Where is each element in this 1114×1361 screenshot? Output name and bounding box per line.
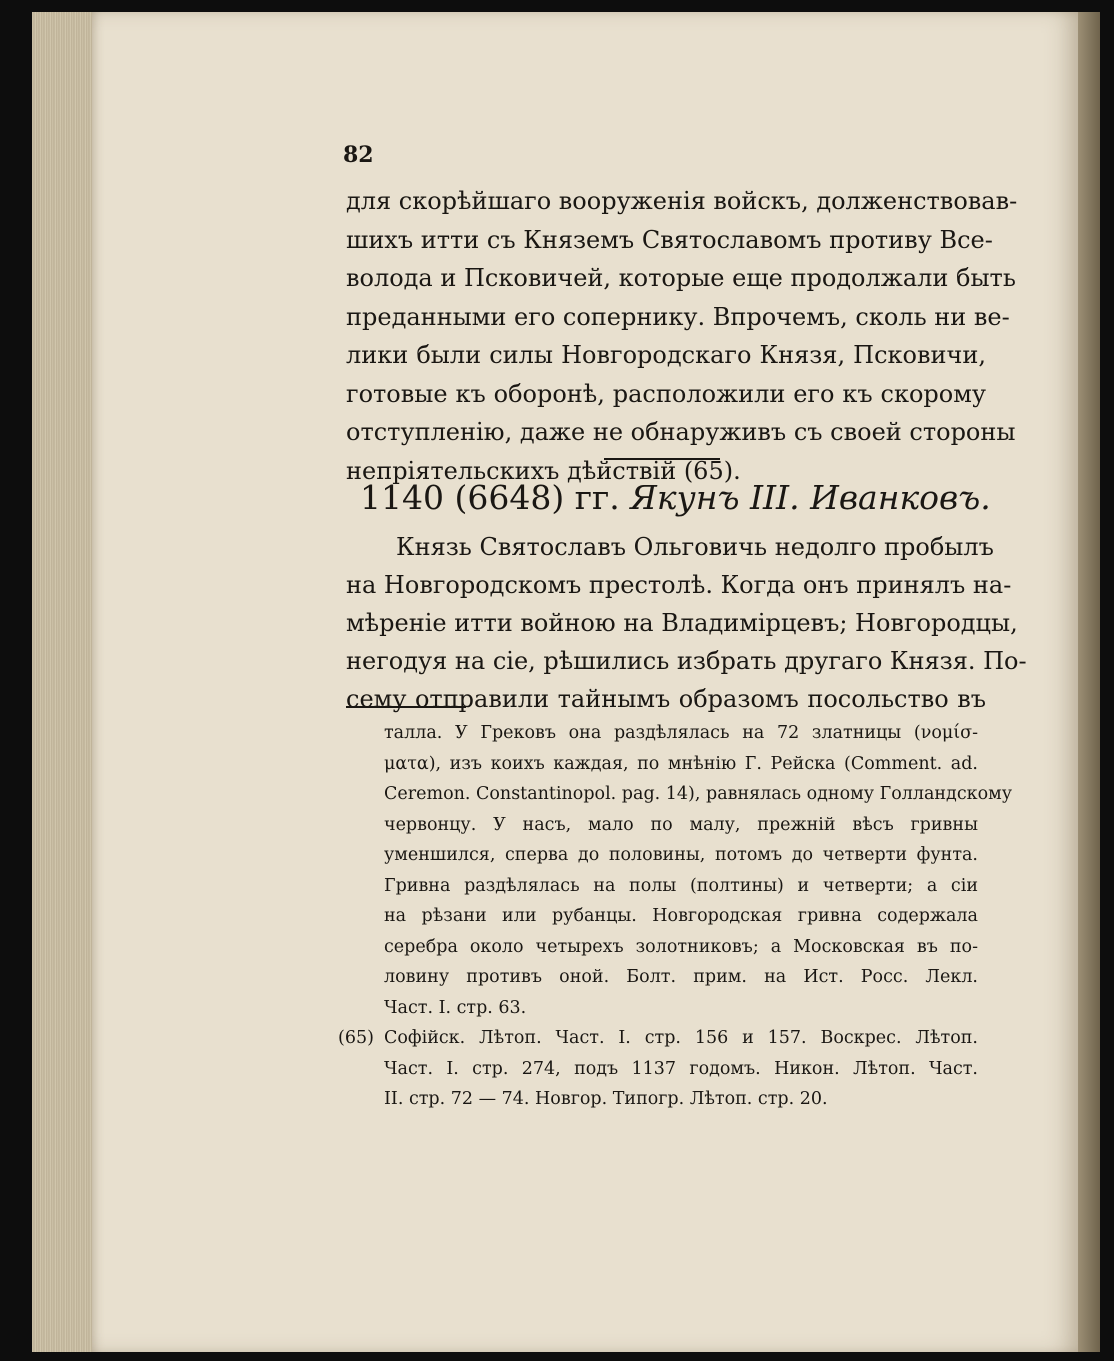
- text-line: отступленію, даже не обнаруживъ съ своей стороны: [346, 418, 1016, 446]
- text-line: мѣреніе итти войною на Владимірцевъ; Новгородцы,: [346, 609, 1018, 637]
- footnote-number: (65): [338, 1028, 374, 1048]
- section-heading: [360, 478, 991, 517]
- footnote-line: серебра около четырехъ золотниковъ; а Московская въ по-: [384, 936, 978, 957]
- footnote-continued: [346, 718, 1013, 1023]
- footnote-line: ματα), изъ коихъ каждая, по мнѣнію Г. Рейска (Comment. ad.: [384, 753, 978, 774]
- footnotes: [338, 718, 1013, 1115]
- page-edges: [32, 12, 96, 1352]
- text-line: сему отправили тайнымъ образомъ посольство въ: [346, 685, 986, 713]
- heading-name: Якунъ III. Иванковъ.: [630, 478, 991, 517]
- text-line: на Новгородскомъ престолѣ. Когда онъ принялъ на-: [346, 571, 1012, 599]
- footnote-line: Част. I. стр. 274, подъ 1137 годомъ. Никон. Лѣтоп. Част.: [384, 1058, 978, 1079]
- text-line: лики были силы Новгородскаго Князя, Псковичи,: [346, 341, 986, 369]
- footnote-line: ловину противъ оной. Болт. прим. на Ист. Росс. Лекл.: [384, 967, 978, 987]
- footnote-65: [338, 1023, 978, 1115]
- footnote-line: Част. I. стр. 63.: [384, 997, 527, 1018]
- text-line: непріятельскихъ дѣйствій (65).: [346, 456, 741, 485]
- footnote-line: II. стр. 72 — 74. Новгор. Типогр. Лѣтоп. стр. 20.: [384, 1089, 828, 1109]
- text-line: Князь Святославъ Ольговичь недолго пробылъ: [396, 533, 994, 561]
- text-line: волода и Псковичей, которые еще продолжали быть: [346, 264, 1016, 292]
- footnote-line: талла. У Грековъ она раздѣлялась на 72 златницы (νομίσ-: [384, 723, 978, 743]
- right-page-edge: [1078, 12, 1100, 1352]
- footnote-line: червонцу. У насъ, мало по малу, прежній вѣсъ гривны: [384, 814, 978, 835]
- footnote-line: Ceremon. Constantinopol. pag. 14), равнялась одному Голландскому: [384, 784, 1013, 804]
- footnote-line: на рѣзани или рубанцы. Новгородская гривна содержала: [384, 906, 978, 926]
- section-divider: [604, 458, 720, 460]
- text-line: шихъ итти съ Княземъ Святославомъ противу Все-: [346, 225, 993, 254]
- heading-year: 1140 (6648) гг.: [360, 478, 620, 517]
- paragraph-2: [346, 528, 1027, 718]
- text-line: готовые къ оборонѣ, расположили его къ скорому: [346, 379, 986, 408]
- footnote-rule: [346, 706, 466, 708]
- text-line: преданными его сопернику. Впрочемъ, сколь ни ве-: [346, 302, 1010, 331]
- text-line: негодуя на сіе, рѣшились избрать другаго Князя. По-: [346, 647, 1027, 675]
- footnote-line: Гривна раздѣлялась на полы (полтины) и четверти; а сіи: [384, 875, 978, 896]
- page-number: 82: [343, 142, 374, 168]
- footnote-line: уменшился, сперва до половины, потомъ до четверти фунта.: [384, 845, 978, 865]
- paragraph-1: [346, 182, 1018, 490]
- footnote-line: Софійск. Лѣтоп. Част. I. стр. 156 и 157. Воскрес. Лѣтоп.: [384, 1028, 978, 1048]
- text-line: для скорѣйшаго вооруженія войскъ, долженствовав-: [346, 187, 1018, 215]
